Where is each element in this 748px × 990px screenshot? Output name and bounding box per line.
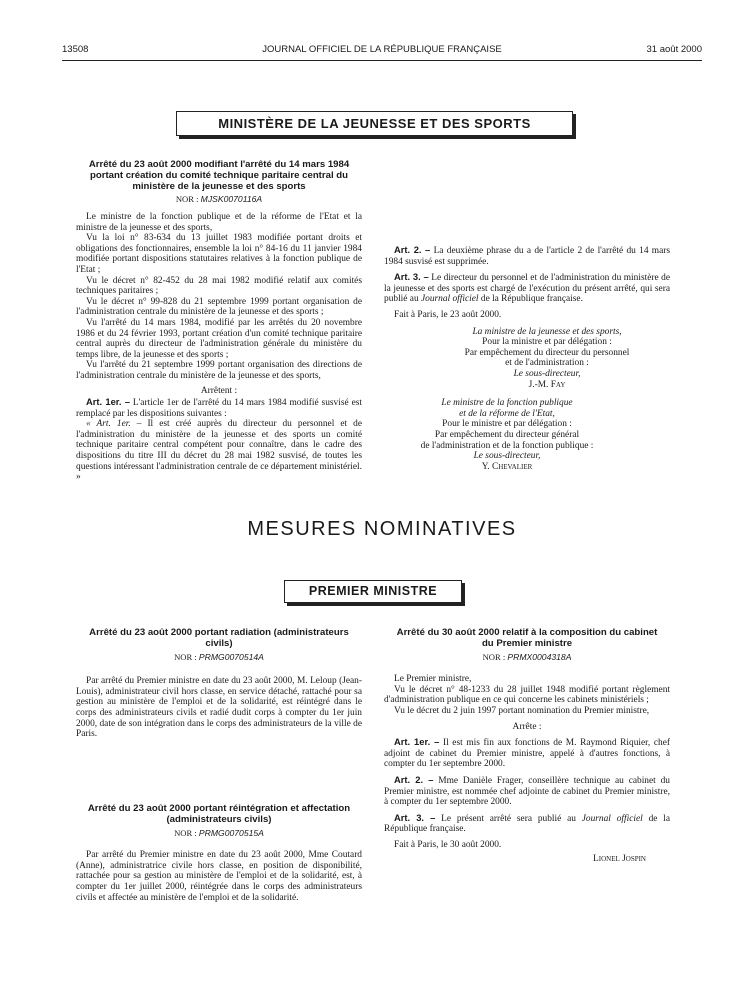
- arretent: Arrêtent :: [200, 386, 238, 397]
- paragraph: Par arrêté du Premier ministre en date du 23 août 2000, Mme Coutard (Anne), administratrice civile hors classe, en position de disponibilité, rattachée pour sa gestion au ministère de l'emploi et de la solidarité, est, à compter du 1er juillet 2000, réintégrée dans le corps des administrateurs civils et affectée au ministère de l'emploi et de la solidarité.: [76, 850, 362, 903]
- arrete: Arrête :: [512, 721, 542, 732]
- arrete1-nor: NOR : MJSK0070116A: [175, 194, 263, 205]
- article-3: Art. 3. – Le directeur du personnel et de l'administration du ministère de la jeunesse et des sports est chargé de l'exécution du présent arrêté, qui sera publié au Journal officiel de la République française.: [384, 271, 671, 305]
- arrete3-title: Arrêté du 23 août 2000 portant réintégration et affectation (administrateurs civils): [87, 803, 351, 825]
- page-number: 13508: [62, 44, 89, 55]
- paragraph: Le ministre de la fonction publique et de la réforme de l'Etat et la ministre de la jeunesse et des sports,: [76, 211, 362, 233]
- arrete2-col: [76, 628, 362, 740]
- fait-a-paris: Fait à Paris, le 23 août 2000.: [394, 309, 502, 320]
- paragraph: Vu le décret n° 48-1233 du 28 juillet 1948 modifié portant règlement d'administration publique en ce qui concerne les cabinets ministériels ;: [384, 684, 670, 706]
- arrete1-col-right: [384, 240, 670, 472]
- signature-block-2: Le ministre de la fonction publique et de la réforme de l'Etat, Pour le ministre et par délégation : Par empêchement du directeur général de l'administration et de la fonction publique : Le sous-directeur, Y. Chevalier: [420, 398, 594, 472]
- arrete3-col: [76, 804, 362, 903]
- paragraph: Vu l'arrêté du 14 mars 1984, modifié par les arrêtés du 20 novembre 1986 et du 24 février 1993, portant création d'un comité technique paritaire central auprès du directeur de l'administration générale du ministère du temps libre, de la jeunesse et des sports ;: [76, 317, 362, 360]
- paragraph: Par arrêté du Premier ministre en date du 23 août 2000, M. Leloup (Jean-Louis), administrateur civil hors classe, en service détaché, rattaché pour sa gestion au ministère de l'emploi et de la solidarité, est réintégré dans le corps des administrateurs civils et radié dudit corps à compter du 1er juin 2000, date de son intégration dans le corps des administrateurs de la ville de Paris.: [76, 676, 362, 740]
- issue-date: 31 août 2000: [646, 44, 702, 55]
- paragraph: Vu le décret du 2 juin 1997 portant nomination du Premier ministre,: [394, 705, 650, 716]
- arrete4-title: Arrêté du 30 août 2000 relatif à la composition du cabinet du Premier ministre: [396, 627, 658, 649]
- premier-ministre-box: PREMIER MINISTRE: [284, 580, 462, 603]
- section-title: MESURES NOMINATIVES: [247, 518, 517, 540]
- arrete2-title: Arrêté du 23 août 2000 portant radiation (administrateurs civils): [89, 627, 349, 649]
- paragraph: Vu le décret n° 99-828 du 21 septembre 1999 portant organisation de l'administration centrale du ministère de la jeunesse et des sports ;: [76, 296, 362, 318]
- article-1: Art. 1er. – Il est mis fin aux fonctions de M. Raymond Riquier, chef adjoint de cabinet du Premier ministre, appelé à d'autres fonctions, à compter du 1er septembre 2000.: [384, 736, 671, 770]
- arrete3-nor: NOR : PRMG0070515A: [174, 827, 264, 838]
- arrete1-col-left: [76, 160, 362, 483]
- article-2: Art. 2. – La deuxième phrase du a de l'article 2 de l'arrêté du 14 mars 1984 susvisé est supprimée.: [384, 244, 671, 267]
- header-rule: [62, 60, 702, 61]
- journal-title: JOURNAL OFFICIEL DE LA RÉPUBLIQUE FRANÇAISE: [262, 44, 502, 55]
- page-header: [62, 44, 702, 58]
- signature-block-1: La ministre de la jeunesse et des sports, Pour la ministre et par délégation : Par empêchement du directeur du personnel et de l'administration : Le sous-directeur, J.-M. Fay: [464, 326, 630, 390]
- paragraph: Le Premier ministre,: [394, 674, 472, 685]
- arrete1-title: Arrêté du 23 août 2000 modifiant l'arrêté du 14 mars 1984 portant création du comité technique paritaire central du ministère de la jeunesse et des sports: [88, 159, 350, 192]
- arrete2-nor: NOR : PRMG0070514A: [174, 651, 264, 662]
- article-2: Art. 2. – Mme Danièle Frager, conseillère technique au cabinet du Premier ministre, est nommée chef adjointe de cabinet du Premier ministre, à compter du 1er septembre 2000.: [384, 773, 670, 808]
- paragraph: Vu la loi n° 83-634 du 13 juillet 1983 modifiée portant droits et obligations des fonctionnaires, ensemble la loi n° 84-16 du 11 janvier 1984 modifiée portant dispositions statutaires relatives à la fonction publique de l'Etat ;: [76, 233, 362, 275]
- article-1-quote: « Art. 1er. – Il est créé auprès du directeur du personnel et de l'administration du ministère de la jeunesse et des sports un comité technique paritaire central compétent pour connaître, dans le cadre des dispositions du titre III du décret du 28 mai 1982 susvisé, de toutes les questions intéressant l'administration centrale de ce département ministériel. »: [76, 419, 362, 483]
- paragraph: Vu le décret n° 82-452 du 28 mai 1982 modifié relatif aux comités techniques paritaires ;: [76, 275, 362, 297]
- article-3: Art. 3. – Le présent arrêté sera publié au Journal officiel de la République française.: [384, 811, 671, 835]
- article-1: Art. 1er. – L'article 1er de l'arrêté du 14 mars 1984 modifié susvisé est remplacé par les dispositions suivantes :: [76, 396, 363, 419]
- signature: Lionel Jospin: [593, 853, 646, 864]
- arrete4-nor: NOR : PRMX0004318A: [482, 651, 572, 662]
- ministry-box: MINISTÈRE DE LA JEUNESSE ET DES SPORTS: [176, 111, 573, 136]
- fait-a-paris: Fait à Paris, le 30 août 2000.: [394, 839, 502, 850]
- paragraph: Vu l'arrêté du 21 septembre 1999 portant organisation des directions de l'administration centrale du ministère de la jeunesse et des sports,: [76, 360, 362, 381]
- arrete4-col: [384, 628, 670, 864]
